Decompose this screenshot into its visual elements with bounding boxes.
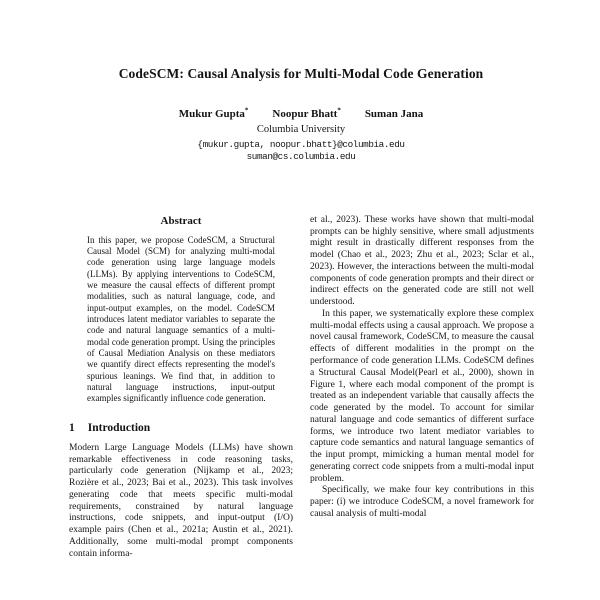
section-number: 1 [69, 421, 75, 434]
author-1-name: Mukur Gupta [178, 107, 245, 120]
email-line-2: suman@cs.columbia.edu [246, 150, 356, 162]
author-1 [179, 108, 249, 120]
right-column [310, 215, 534, 561]
author-line [69, 106, 533, 120]
abstract-block [69, 215, 293, 405]
right-paragraph-2: In this paper, we systematically explore these complex multi-modal effects using a causal approach. We propose a novel causal framework, CodeSCM, to measure the causal effects of different modalities in the prompt on the performance of code generation LLMs. CodeSCM defines a Structural Causal Model(Pearl et al., 2000), shown in Figure 1, where each modal component of the prompt is treated as an independent variable that causally affects the code generated by the model. To account for similar natural language and code semantics of different surface forms, we introduce two latent mediator variables to capture code semantics and natural language semantics of the input prompt, mimicking a human mental model for generating correct code snippets from a multi-modal input problem. [310, 308, 534, 484]
left-column [69, 215, 293, 561]
author-3 [365, 108, 423, 120]
author-2-mark: * [337, 106, 341, 114]
author-3-name: Suman Jana [364, 107, 424, 120]
section-heading-introduction [69, 422, 293, 434]
email-line-1: {mukur.gupta, noopur.bhatt}@columbia.edu [197, 138, 405, 150]
intro-paragraph-1: Modern Large Language Models (LLMs) have shown remarkable effectiveness in code reasoning tasks, particularly code generation (Nijkamp et al., 2023; Rozière et al., 2023; Bai et al., 2023). This task involves generating code that meets specific multi-modal requirements, constrained by natural language instructions, code snippets, and input-output (I/O) example pairs (Chen et al., 2021a; Austin et al., 2021). Additionally, some multi-modal prompt components contain informa- [69, 442, 293, 559]
paper-title: CodeSCM: Causal Analysis for Multi-Modal Code Generation [118, 66, 484, 81]
affiliation: Columbia University [256, 123, 346, 135]
author-2-name: Noopur Bhatt [272, 107, 338, 120]
right-paragraph-3: Specifically, we make four key contributions in this paper: (i) we introduce CodeSCM, a novel framework for causal analysis of multi-modal [310, 485, 534, 519]
abstract-heading: Abstract [160, 214, 202, 227]
author-2 [272, 108, 340, 120]
two-column-body [69, 215, 533, 561]
section-title: Introduction [87, 421, 151, 434]
right-paragraph-1: et al., 2023). These works have shown that multi-modal prompts can be highly sensitive, where small adjustments might result in drastically different responses from the model (Chao et al., 2023; Zhu et al., 2023; Sclar et al., 2023). However, the interactions between the multi-modal components of code generation prompts and their direct or indirect effects on the generated code are still not well understood. [310, 214, 534, 308]
author-1-mark: * [244, 106, 249, 114]
abstract-text: In this paper, we propose CodeSCM, a Structural Causal Model (SCM) for analyzing multi-modal code generation using large language models (LLMs). By applying interventions to CodeSCM, we measure the causal effects of different prompt modalities, such as natural language, code, and input-output examples, on the model. CodeSCM introduces latent mediator variables to separate the code and natural language semantics of a multi-modal code generation prompt. Using the principles of Causal Mediation Analysis on these mediators we quantify direct effects representing the model's spurious leanings. We find that, in addition to natural language instructions, input-output examples significantly influence code generation. [87, 234, 275, 404]
